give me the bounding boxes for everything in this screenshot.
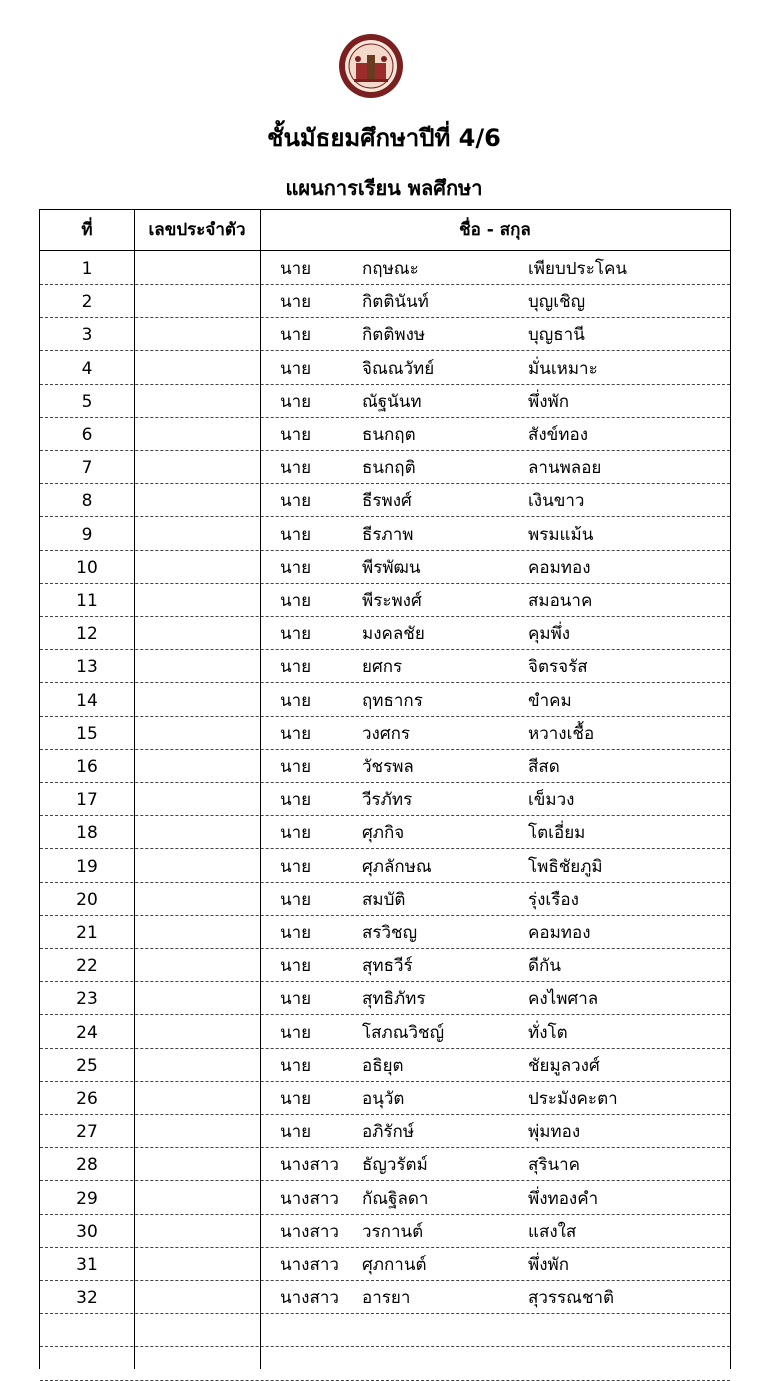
name-prefix: นางสาว — [280, 1155, 339, 1176]
table-row — [40, 981, 730, 1015]
table-row — [40, 284, 730, 318]
table-row — [40, 351, 730, 385]
row-number: 4 — [81, 358, 93, 379]
row-number: 11 — [76, 591, 98, 611]
row-number: 32 — [76, 1288, 98, 1309]
student-id — [134, 1247, 260, 1280]
last-name: บุญเชิญ — [528, 292, 586, 313]
first-name: อภิรักษ์ — [362, 1122, 415, 1143]
student-id — [134, 450, 260, 483]
table-row — [40, 749, 730, 783]
last-name: คุมพึ่ง — [528, 624, 571, 645]
last-name: ขำคม — [528, 690, 572, 711]
last-name: คอมทอง — [528, 923, 591, 943]
last-name: มั่นเหมาะ — [528, 358, 598, 379]
first-name: อนุวัต — [362, 1089, 405, 1109]
last-name: พึ่งพัก — [528, 391, 570, 412]
student-id — [134, 1181, 260, 1214]
student-id — [134, 716, 260, 749]
first-name: จิณณวัทย์ — [362, 358, 435, 379]
student-id — [134, 1214, 260, 1247]
student-id — [134, 1347, 260, 1380]
name-prefix: นาย — [280, 491, 312, 512]
name-prefix: นาย — [280, 1055, 312, 1076]
last-name: เงินขาว — [528, 491, 585, 512]
name-prefix: นาย — [280, 557, 312, 578]
student-id — [134, 948, 260, 981]
row-number — [40, 1313, 134, 1346]
table-row — [40, 384, 730, 418]
last-name: สังข์ทอง — [528, 425, 589, 445]
student-id — [134, 1048, 260, 1081]
table-row — [40, 1313, 730, 1347]
row-number: 15 — [76, 723, 98, 744]
student-id — [134, 384, 260, 417]
row-number: 26 — [76, 1089, 98, 1109]
page-subtitle: แผนการเรียน พลศึกษา — [285, 176, 483, 200]
name-prefix: นาย — [280, 823, 312, 844]
student-id — [134, 417, 260, 450]
last-name: แสงใส — [528, 1221, 577, 1242]
table-row — [40, 716, 730, 750]
row-number: 24 — [76, 1022, 98, 1043]
table-row — [40, 1081, 730, 1115]
first-name: ธัญวรัตม์ — [362, 1155, 428, 1176]
first-name: มงคลชัย — [362, 624, 425, 645]
table-row — [40, 317, 730, 351]
last-name: ลานพลอย — [528, 458, 602, 479]
table-row — [40, 815, 730, 849]
name-prefix: นาย — [280, 1089, 312, 1109]
name-prefix: นางสาว — [280, 1255, 339, 1275]
student-id — [134, 849, 260, 882]
name-prefix: นาย — [280, 325, 312, 346]
row-number: 28 — [76, 1155, 98, 1176]
last-name: พึ่งทองคำ — [528, 1188, 599, 1209]
table-row — [40, 450, 730, 484]
table-row — [40, 517, 730, 551]
last-name: บุญธานี — [528, 325, 585, 346]
student-id — [134, 915, 260, 948]
student-id — [134, 1280, 260, 1313]
table-row — [40, 483, 730, 517]
student-id — [134, 749, 260, 782]
student-id — [134, 683, 260, 716]
name-prefix: นางสาว — [280, 1188, 339, 1209]
student-id — [134, 616, 260, 649]
student-id — [134, 351, 260, 384]
name-prefix: นางสาว — [280, 1221, 339, 1242]
student-table — [39, 209, 731, 1369]
row-number: 25 — [76, 1055, 98, 1076]
table-row — [40, 417, 730, 451]
first-name: ธนกฤต — [362, 425, 416, 445]
row-number: 16 — [76, 757, 98, 777]
table-row — [40, 583, 730, 617]
name-prefix: นาย — [280, 524, 312, 545]
row-number: 1 — [81, 259, 93, 279]
row-number: 12 — [76, 624, 98, 645]
header-id: เลขประจำตัว — [148, 220, 246, 240]
last-name: พรมแม้น — [528, 524, 594, 545]
table-row — [40, 1347, 730, 1381]
name-prefix: นาย — [280, 1022, 312, 1043]
name-prefix: นาย — [280, 259, 312, 279]
table-row — [40, 915, 730, 949]
table-row — [40, 948, 730, 982]
last-name: สมอนาค — [528, 591, 593, 611]
name-prefix: นาย — [280, 358, 312, 379]
table-row — [40, 616, 730, 650]
last-name: สุวรรณชาติ — [528, 1288, 615, 1309]
name-prefix: นาย — [280, 1122, 312, 1143]
row-number: 22 — [76, 956, 98, 977]
table-row — [40, 882, 730, 916]
school-seal-icon — [338, 33, 404, 99]
first-name: โสภณวิชญ์ — [362, 1022, 445, 1043]
row-number: 23 — [76, 989, 98, 1010]
first-name: พีระพงศ์ — [362, 591, 422, 611]
table-row — [40, 251, 730, 285]
last-name: โตเอี่ยม — [528, 823, 586, 844]
name-prefix: นาย — [280, 956, 312, 977]
row-number: 21 — [76, 923, 98, 943]
first-name: สุทธิภัทร — [362, 989, 426, 1010]
first-name: วัชรพล — [362, 757, 414, 777]
student-id — [134, 1015, 260, 1048]
name-prefix: นาย — [280, 757, 312, 777]
last-name: สีสด — [528, 757, 560, 777]
student-id — [134, 1147, 260, 1180]
row-number: 13 — [76, 657, 98, 678]
first-name: ณัฐนันท — [362, 391, 422, 412]
first-name: พีรพัฒน — [362, 557, 421, 578]
student-id — [134, 284, 260, 317]
row-number: 5 — [81, 391, 93, 412]
last-name: เพียบประโคน — [528, 259, 627, 279]
last-name: จิตรจรัส — [528, 657, 588, 678]
table-row — [40, 550, 730, 584]
row-number: 18 — [76, 823, 98, 844]
page-title: ชั้นมัธยมศึกษาปีที่ 4/6 — [267, 124, 501, 152]
name-prefix: นาย — [280, 425, 312, 445]
last-name: คงไพศาล — [528, 989, 599, 1010]
table-row — [40, 1247, 730, 1281]
row-number: 7 — [81, 458, 93, 479]
last-name: ทั่งโต — [528, 1022, 568, 1043]
last-name: พึ่งพัก — [528, 1255, 570, 1275]
name-prefix: นาย — [280, 591, 312, 611]
student-id — [134, 1081, 260, 1114]
first-name: กิตตินันท์ — [362, 292, 429, 313]
name-prefix: นาย — [280, 856, 312, 877]
row-number: 6 — [81, 425, 93, 445]
first-name: กัณฐิลดา — [362, 1188, 429, 1209]
first-name: กฤษณะ — [362, 259, 419, 279]
name-prefix: นาย — [280, 292, 312, 313]
header-no: ที่ — [81, 220, 93, 240]
first-name: กิตติพงษ — [362, 325, 426, 346]
student-id — [134, 815, 260, 848]
student-id — [134, 1313, 260, 1346]
name-prefix: นาย — [280, 657, 312, 678]
student-id — [134, 1114, 260, 1147]
last-name: ประมังคะตา — [528, 1089, 618, 1109]
first-name: ฤทธากร — [362, 690, 423, 711]
table-row — [40, 683, 730, 717]
row-number: 27 — [76, 1122, 98, 1143]
first-name: สรวิชญ — [362, 923, 418, 943]
last-name: เข็มวง — [528, 790, 575, 811]
student-id — [134, 550, 260, 583]
first-name: ธีรภาพ — [362, 524, 414, 545]
last-name: โพธิชัยภูมิ — [528, 856, 603, 877]
name-prefix: นาย — [280, 790, 312, 811]
row-number: 20 — [76, 889, 98, 910]
last-name: พุ่มทอง — [528, 1122, 581, 1143]
last-name: ชัยมูลวงศ์ — [528, 1055, 600, 1076]
first-name: วงศกร — [362, 723, 411, 744]
name-prefix: นาย — [280, 723, 312, 744]
last-name: รุ่งเรือง — [528, 889, 579, 910]
first-name: ศุภลักษณ — [362, 856, 432, 877]
first-name: วรกานต์ — [362, 1221, 424, 1242]
table-row — [40, 1114, 730, 1148]
first-name: วีรภัทร — [362, 790, 413, 811]
last-name: คอมทอง — [528, 557, 591, 578]
first-name: อารยา — [362, 1288, 411, 1309]
student-id — [134, 251, 260, 284]
name-prefix: นาย — [280, 690, 312, 711]
table-row — [40, 1015, 730, 1049]
student-id — [134, 483, 260, 516]
first-name: ศุภกิจ — [362, 823, 405, 844]
student-id — [134, 649, 260, 682]
row-number: 9 — [81, 524, 93, 545]
student-id — [134, 782, 260, 815]
row-number — [40, 1347, 134, 1380]
table-row — [40, 649, 730, 683]
row-number: 30 — [76, 1221, 98, 1242]
name-prefix: นาย — [280, 889, 312, 910]
table-row — [40, 1048, 730, 1082]
row-number: 29 — [76, 1188, 98, 1209]
table-row — [40, 1147, 730, 1181]
row-number: 17 — [76, 790, 98, 811]
table-row — [40, 1181, 730, 1215]
first-name: ยศกร — [362, 657, 403, 678]
last-name: หวางเชื้อ — [528, 723, 595, 744]
table-row — [40, 849, 730, 883]
student-id — [134, 981, 260, 1014]
table-row — [40, 1214, 730, 1248]
first-name: สมบัติ — [362, 889, 406, 910]
student-id — [134, 583, 260, 616]
first-name: อธิยุต — [362, 1055, 404, 1076]
name-prefix: นาย — [280, 458, 312, 479]
row-number: 3 — [81, 325, 93, 346]
first-name: ธนกฤติ — [362, 458, 416, 479]
table-header — [40, 210, 730, 251]
last-name: สุรินาค — [528, 1155, 581, 1176]
row-number: 8 — [81, 491, 93, 512]
first-name: สุทธวีร์ — [362, 956, 413, 977]
student-id — [134, 517, 260, 550]
row-number: 14 — [76, 690, 98, 711]
table-row — [40, 1280, 730, 1314]
table-row — [40, 782, 730, 816]
first-name: ธีรพงศ์ — [362, 491, 412, 512]
row-number: 31 — [76, 1255, 98, 1275]
row-number: 2 — [81, 292, 93, 313]
name-prefix: นาย — [280, 391, 312, 412]
student-id — [134, 882, 260, 915]
header-name: ชื่อ - สกุล — [459, 220, 531, 240]
row-number: 19 — [76, 856, 98, 877]
name-prefix: นางสาว — [280, 1288, 339, 1309]
first-name: ศุภกานต์ — [362, 1255, 427, 1275]
student-id — [134, 317, 260, 350]
last-name: ดีกัน — [528, 956, 561, 977]
name-prefix: นาย — [280, 989, 312, 1010]
name-prefix: นาย — [280, 923, 312, 943]
row-number: 10 — [76, 557, 98, 578]
name-prefix: นาย — [280, 624, 312, 645]
